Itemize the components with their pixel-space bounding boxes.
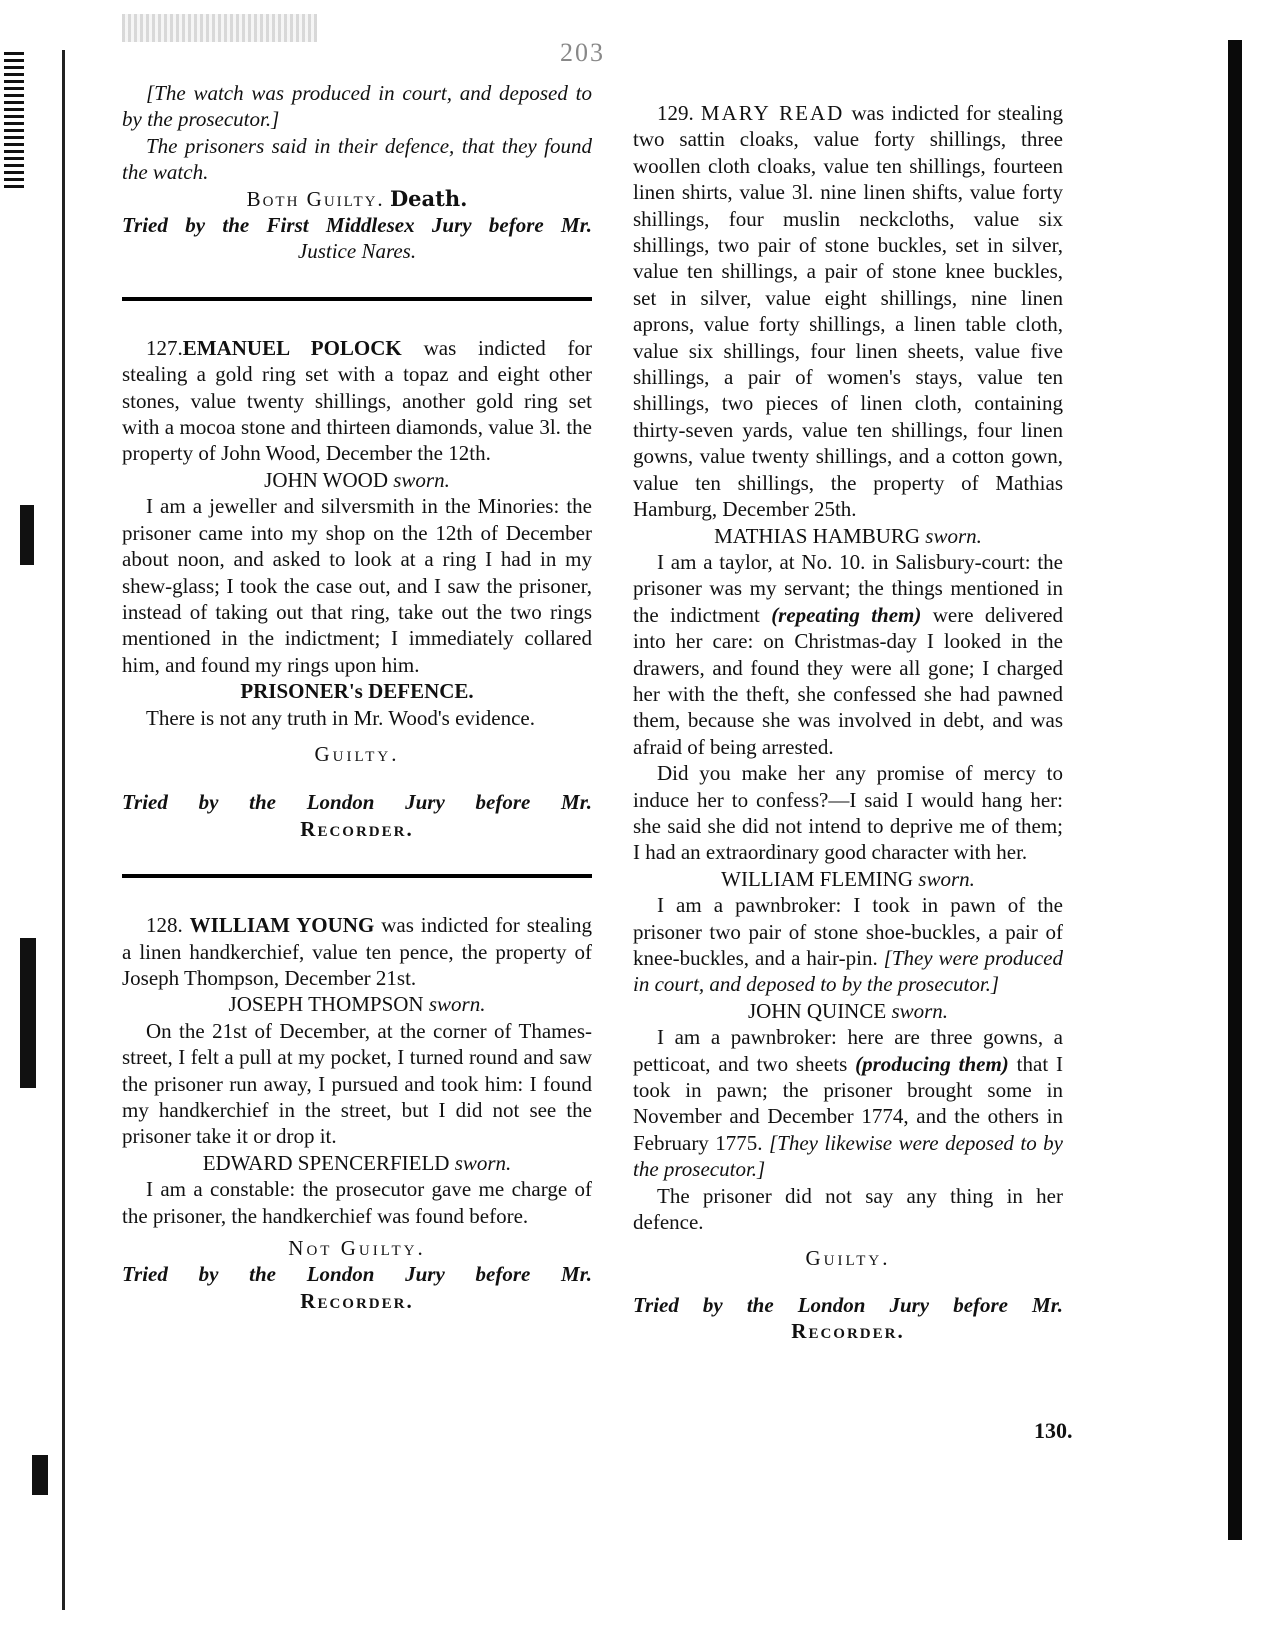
right-column bbox=[633, 100, 1063, 1345]
defence-text: The prisoner did not say any thing in her defence. bbox=[633, 1183, 1063, 1235]
witness-heading: MATHIAS HAMBURG sworn. bbox=[714, 523, 982, 548]
defence-heading: PRISONER's DEFENCE. bbox=[240, 679, 474, 704]
verdict: Both Guilty. Death. bbox=[246, 185, 468, 211]
defendant-name: MARY READ bbox=[700, 101, 845, 125]
examination-question: Did you make her any promise of mercy to induce her to confess?—I said I would hang her: she said she did not intend to deprive me of them; I had an extraordinary good character with her. bbox=[633, 761, 1063, 865]
verdict: Not Guilty. bbox=[288, 1236, 426, 1261]
witness-heading: JOSEPH THOMPSON sworn. bbox=[228, 992, 486, 1017]
gutter-mark bbox=[20, 505, 34, 565]
case-number: 129. bbox=[657, 101, 694, 125]
left-column bbox=[122, 80, 592, 1314]
witness-heading: WILLIAM FLEMING sworn. bbox=[721, 866, 975, 891]
section-divider bbox=[122, 874, 592, 878]
defendant-name: WILLIAM YOUNG bbox=[189, 913, 375, 938]
defence-text: There is not any truth in Mr. Wood's evidence. bbox=[146, 705, 535, 730]
section-divider bbox=[122, 297, 592, 301]
verdict: Guilty. bbox=[314, 741, 400, 766]
gutter-mark bbox=[20, 938, 36, 1088]
indictment: 129. MARY READ was indicted for stealing two sattin cloaks, value forty shillings, three woollen cloth cloaks, value ten shillings, fourteen linen shirts, value 3l. nine linen shifts, value forty shillings, four muslin neckcloths, value six shillings, two pair of stone buckles, set in silver, value ten shillings, a pair of stone knee buckles, set in silver, value eight shillings, nine linen aprons, value forty shillings, a linen table cloth, value six shillings, four linen sheets, value five shillings, a pair of women's stays, value ten shillings, two pieces of linen cloth, containing thirty-seven yards, value ten shillings, four linen gowns, value twenty shillings, and a cotton gown, value ten shillings, the property of Mathias Hamburg, December 25th. bbox=[633, 101, 1064, 522]
tried-line: Tried by the London Jury before Mr. bbox=[633, 1292, 1063, 1317]
exhibit-note: [The watch was produced in court, and deposed to by the prosecutor.] bbox=[122, 81, 592, 132]
witness-heading: JOHN QUINCE sworn. bbox=[747, 998, 949, 1023]
witness-heading: EDWARD SPENCERFIELD sworn. bbox=[202, 1150, 512, 1175]
judge-line: Justice Nares. bbox=[297, 239, 417, 264]
witness-testimony: I am a jeweller and silversmith in the Minories: the prisoner came into my shop on the 12th of December about noon, and asked to look at a ring I had in my shew-glass; I took the case out, and I saw the prisoner, instead of taking out that ring, take out the two rings mentioned in the indictment; I immediately collared him, and found my rings upon him. bbox=[122, 494, 592, 677]
witness-testimony: I am a constable: the prosecutor gave me charge of the prisoner, the handkerchief was found before. bbox=[122, 1177, 592, 1228]
witness-testimony: I am a pawnbroker: here are three gowns, a petticoat, and two sheets (producing them) that I took in pawn; the prisoner brought some in November and December 1774, and the others in February 1775. [They likewise were deposed to by the prosecutor.] bbox=[633, 1025, 1064, 1182]
case-128 bbox=[122, 912, 592, 1314]
defendant-name: EMANUEL POLOCK bbox=[182, 335, 402, 360]
case-number: 127. bbox=[146, 335, 183, 360]
judge-line: Recorder. bbox=[300, 816, 414, 841]
case-126-conclusion bbox=[122, 80, 592, 265]
prisoners-defence: The prisoners said in their defence, that they found the watch. bbox=[122, 133, 592, 185]
witness-testimony: I am a taylor, at No. 10. in Salisbury-court: the prisoner was my servant; the things mentioned in the indictment (repeating them) were delivered into her care: on Christmas-day I looked in the drawers, and found they were all gone; I charged her with the theft, she confessed she had pawned them, because she was involved in debt, and was afraid of being arrested. bbox=[633, 549, 1063, 759]
indictment: 127.EMANUEL POLOCK was indicted for stealing a gold ring set with a topaz and eight other stones, value twenty shillings, another gold ring set with a mocoa stone and thirteen diamonds, value 3l. the property of John Wood, December the 12th. bbox=[122, 335, 593, 466]
case-number: 128. bbox=[146, 913, 183, 938]
tried-line: Tried by the London Jury before Mr. bbox=[122, 1262, 592, 1287]
scan-noise-header bbox=[122, 14, 317, 42]
witness-testimony: I am a pawnbroker: I took in pawn of the prisoner two pair of stone shoe-buckles, a pair of knee-buckles, and a hair-pin. [They were produced in court, and deposed to by the prosecutor.] bbox=[633, 893, 1063, 997]
judge-line: Recorder. bbox=[791, 1319, 905, 1344]
gutter-mark bbox=[4, 48, 24, 188]
tried-line: Tried by the London Jury before Mr. bbox=[122, 790, 592, 815]
right-edge-shadow bbox=[1228, 40, 1242, 1540]
binding-gutter-line bbox=[62, 50, 65, 1610]
judge-line: Recorder. bbox=[300, 1288, 414, 1313]
running-page-number: 203 bbox=[560, 38, 605, 67]
indictment: 128. WILLIAM YOUNG was indicted for stealing a linen handkerchief, value ten pence, the property of Joseph Thompson, December 21st. bbox=[122, 913, 593, 990]
witness-heading: JOHN WOOD sworn. bbox=[264, 467, 450, 492]
catchword: 130. bbox=[1034, 1418, 1073, 1443]
case-129 bbox=[633, 100, 1063, 1345]
case-127 bbox=[122, 335, 592, 842]
verdict: Guilty. bbox=[805, 1246, 891, 1271]
gutter-mark bbox=[32, 1455, 48, 1495]
witness-testimony: On the 21st of December, at the corner of Thames-street, I felt a pull at my pocket, I turned round and saw the prisoner run away, I pursued and took him: I found my handkerchief in the street, but I did not see the prisoner take it or drop it. bbox=[122, 1018, 592, 1149]
tried-line: Tried by the First Middlesex Jury before Mr. bbox=[122, 213, 592, 238]
